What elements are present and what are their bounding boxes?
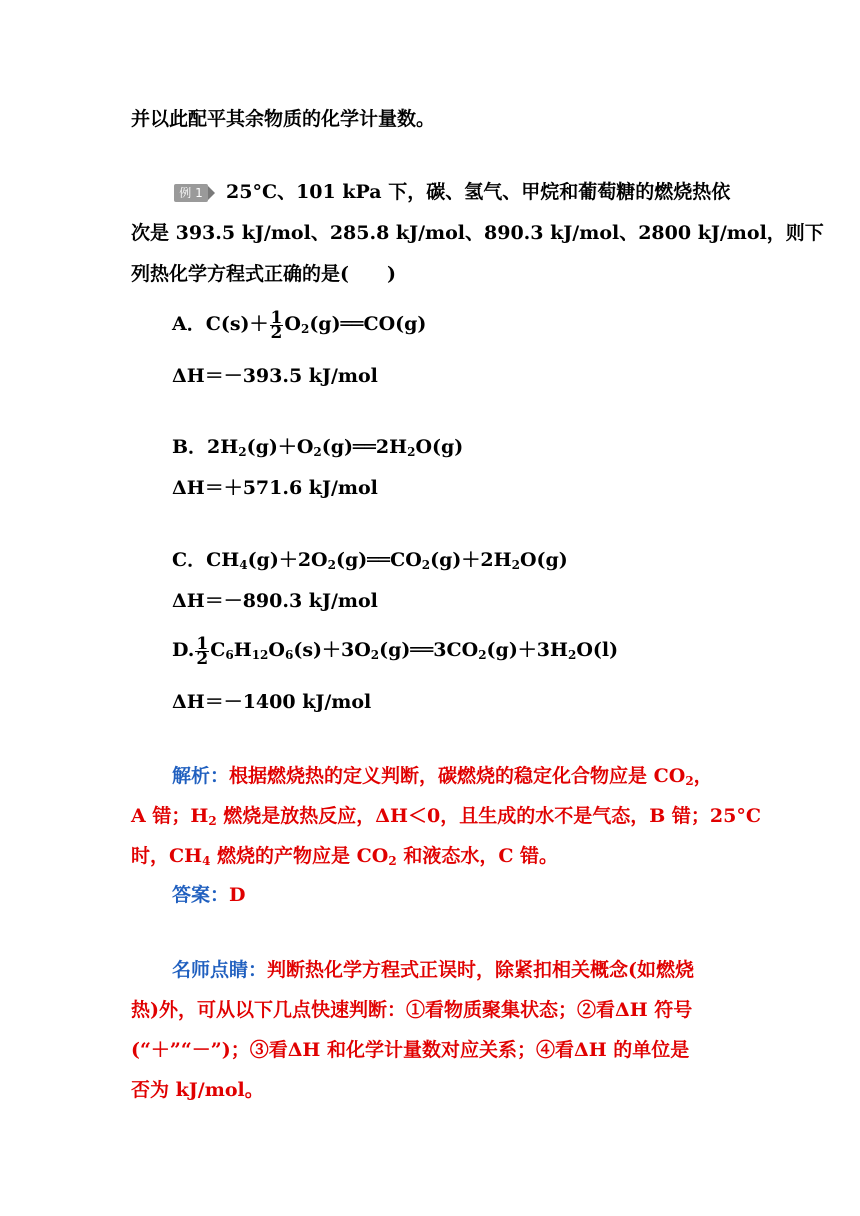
example-stem-line-2: 次是 393.5 kJ/mol、285.8 kJ/mol、890.3 kJ/mol、2800 kJ/mol，则下 [131, 222, 824, 244]
tip-line-4: 否为 kJ/mol。 [131, 1079, 264, 1101]
analysis-line-3: 时，$CH_4$ 燃烧的产物应是 $CO_2$ 和液态水，C 错。 [131, 845, 559, 868]
answer-line [172, 882, 246, 908]
option-a-equation: A．C(s)＋ $\frac{1}{2}$ $O_2(g)══CO(g)$ [172, 307, 427, 343]
option-b-equation: B．$2H_2(g)+O_2(g)══2H_2O(g)$ [172, 436, 464, 459]
badge-arrow-icon [208, 186, 215, 200]
option-c-enthalpy: ΔH＝－890.3 kJ/mol [172, 590, 378, 612]
option-c-equation: C．$CH_4(g)+2O_2(g)══CO_2(g)+2H_2O(g)$ [172, 549, 568, 572]
analysis-line-1: 解析：根据燃烧热的定义判断，碳燃烧的稳定化合物应是 $CO_2$， [172, 765, 713, 788]
tip-line-2: 热)外，可从以下几点快速判断：①看物质聚集状态；②看ΔH 符号 [131, 999, 693, 1021]
analysis-line-2: A 错；$H_2$ 燃烧是放热反应，ΔH＜0，且生成的水不是气态，B 错；25°C [131, 805, 761, 828]
answer-value: D [229, 884, 246, 906]
fraction-half: $\frac{1}{2}$ [270, 307, 283, 343]
tip-label: 名师点睛： [172, 959, 268, 981]
tip-line-3: (“＋”“－”)；③看ΔH 和化学计量数对应关系；④看ΔH 的单位是 [131, 1039, 690, 1061]
tip-line-1: 名师点睛：判断热化学方程式正误时，除紧扣相关概念(如燃烧 [172, 959, 695, 981]
fraction-half: $\frac{1}{2}$ [196, 633, 209, 669]
option-b-enthalpy: ΔH＝＋571.6 kJ/mol [172, 477, 378, 499]
option-d-enthalpy: ΔH＝－1400 kJ/mol [172, 691, 372, 713]
analysis-label: 解析： [172, 765, 230, 787]
example-stem-line-3: 列热化学方程式正确的是( ) [131, 263, 396, 285]
option-a-enthalpy: ΔH＝－393.5 kJ/mol [172, 365, 378, 387]
intro-text: 并以此配平其余物质的化学计量数。 [131, 108, 436, 130]
answer-label: 答案： [172, 884, 230, 906]
example-badge: 例 1 [174, 183, 218, 203]
example-stem-line-1: 例 1 25°C、101 kPa 下，碳、氢气、甲烷和葡萄糖的燃烧热依 [174, 179, 730, 205]
option-d-equation: D. $\frac{1}{2}$ $C_6H_{12}O_6(s)+3O_2(g)══3CO_2(g)+3H_2O(l)$ [172, 633, 619, 669]
